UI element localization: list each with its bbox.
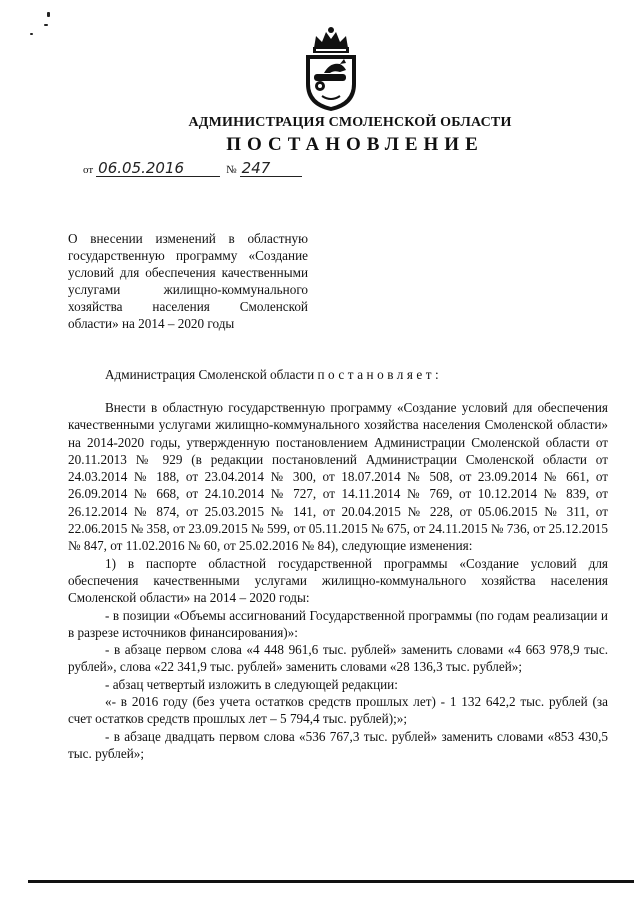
body-paragraph: 1) в паспорте областной государственной программы «Создание условий для обеспечения качественными услугами жилищно-коммунального хозяйства населения Смоленской области» на 2014 – 2020 годы: xyxy=(68,555,608,606)
body-paragraph: - абзац четвертый изложить в следующей редакции: xyxy=(105,676,398,692)
document-date: 06.05.2016 xyxy=(96,160,220,177)
scan-speck xyxy=(44,24,48,26)
intro-verb: постановляет: xyxy=(317,367,443,382)
intro-line xyxy=(105,367,442,383)
coat-of-arms-emblem xyxy=(300,26,362,112)
scan-speck xyxy=(30,33,33,35)
document-type-heading: ПОСТАНОВЛЕНИЕ xyxy=(226,134,484,155)
scan-speck xyxy=(47,12,50,17)
date-number-line xyxy=(80,160,302,177)
organization-heading: АДМИНИСТРАЦИЯ СМОЛЕНСКОЙ ОБЛАСТИ xyxy=(188,115,512,130)
document-body xyxy=(68,399,608,762)
intro-subject: Администрация Смоленской области xyxy=(105,367,315,382)
number-label: № xyxy=(226,164,237,176)
document-number: 247 xyxy=(240,160,302,177)
body-paragraph: - в абзаце двадцать первом слова «536 767,3 тыс. рублей» заменить словами «853 430,5 тыс. рублей»; xyxy=(68,728,608,761)
body-paragraph: - в абзаце первом слова «4 448 961,6 тыс. рублей» заменить словами «4 663 978,9 тыс. рублей», слова «22 341,9 тыс. рублей» заменить словами «28 136,3 тыс. рублей»; xyxy=(68,642,608,675)
date-from-label: от xyxy=(83,164,94,176)
document-title: О внесении изменений в областную государственную программу «Создание условий для обеспечения качественными услугами жилищно-коммунального хозяйства населения Смоленской области» на 2014 – 2020 годы xyxy=(68,231,308,331)
body-paragraph: - в позиции «Объемы ассигнований Государственной программы (по годам реализации и в разрезе источников финансирования)»: xyxy=(68,607,608,640)
body-paragraph: «- в 2016 году (без учета остатков средств прошлых лет) - 1 132 642,2 тыс. рублей (за счет остатков средств прошлых лет – 5 794,4 тыс. рублей);»; xyxy=(68,694,608,727)
body-paragraph: Внести в областную государственную программу «Создание условий для обеспечения качественными услугами жилищно-коммунального хозяйства населения Смоленской области» на 2014-2020 годы, утвержденную постановлением Администрации Смоленской области от 20.11.2013 № 929 (в редакции постановлений Администрации Смоленской области от 24.03.2014 № 188, от 23.04.2014 № 300, от 18.07.2014 № 508, от 23.09.2014 № 661, от 26.09.2014 № 668, от 24.10.2014 № 727, от 14.11.2014 № 769, от 10.12.2014 № 839, от 26.12.2014 № 874, от 25.03.2015 № 141, от 20.04.2015 № 228, от 05.06.2015 № 311, от 22.06.2015 № 358, от 23.09.2015 № 599, от 05.11.2015 № 675, от 24.11.2015 № 736, от 25.12.2015 № 847, от 11.02.2016 № 60, от 25.02.2016 № 84), следующие изменения: xyxy=(68,400,608,554)
bottom-border-line xyxy=(28,880,634,883)
